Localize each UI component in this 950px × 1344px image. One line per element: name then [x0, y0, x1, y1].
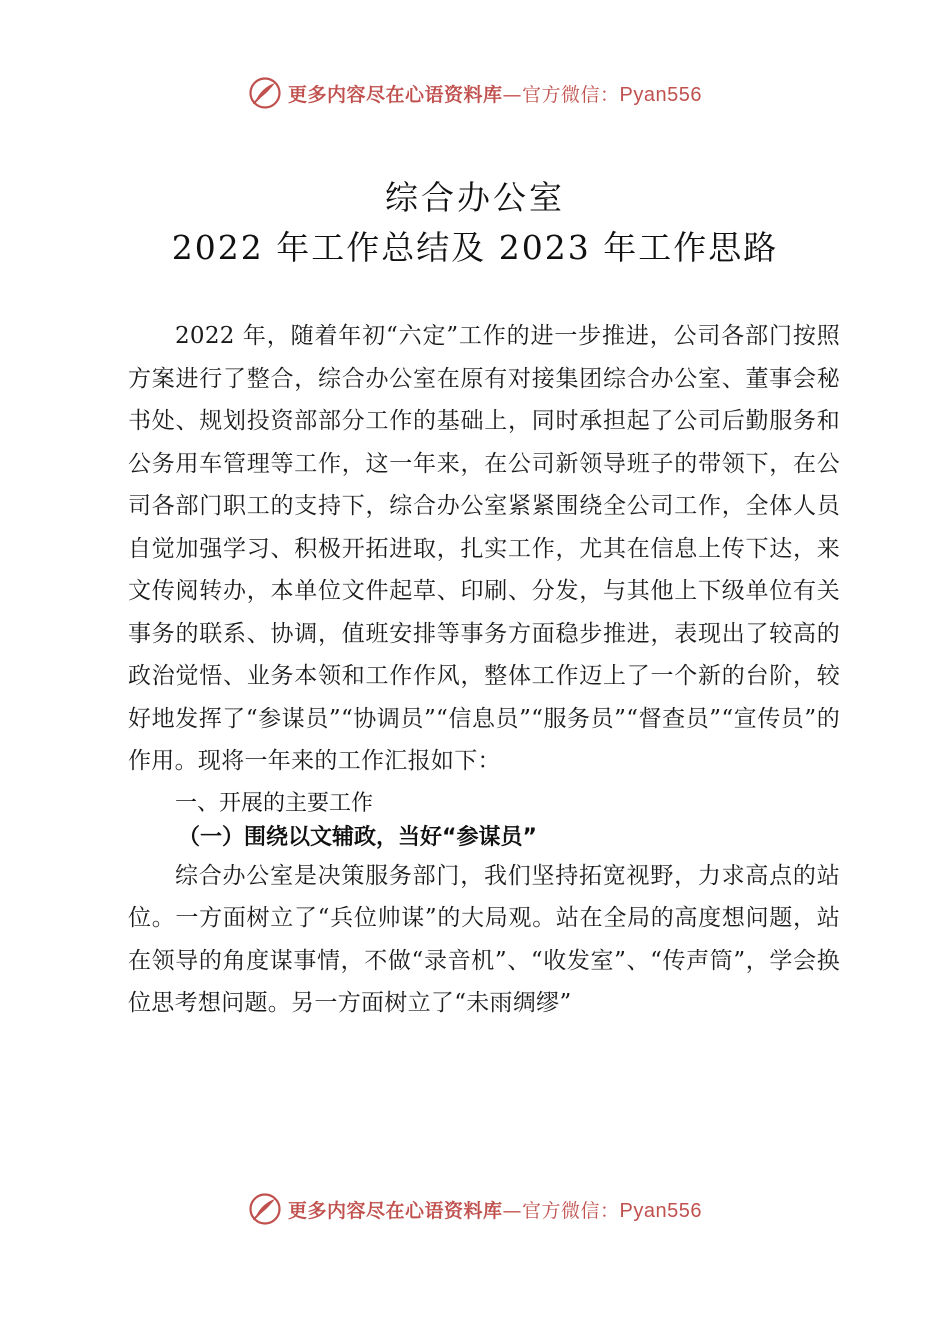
quill-pen-logo-icon [248, 76, 282, 110]
subsection-heading: （一）围绕以文辅政，当好“参谋员” [178, 824, 537, 850]
watermark-wechat-label: 官方微信： [522, 1199, 620, 1222]
header-watermark-banner [0, 71, 950, 115]
watermark-site-name: 更多内容尽在心语资料库 [288, 1199, 503, 1222]
subsection-paragraph: 综合办公室是决策服务部门，我们坚持拓宽视野，力求高点的站位。一方面树立了“兵位帅谋”的大局观。站在全局的高度想问题，站在领导的角度谋事情，不做“录音机”、“收发室”、“传声筒”，学会换位思考想问题。另一方面树立了“未雨绸缪” [128, 862, 840, 1016]
intro-paragraph: 2022 年，随着年初“六定”工作的进一步推进，公司各部门按照方案进行了整合，综合办公室在原有对接集团综合办公室、董事会秘书处、规划投资部部分工作的基础上，同时承担起了公司后勤服务和公务用车管理等工作，这一年来，在公司新领导班子的带领下，在公司各部门职工的支持下，综合办公室紧紧围绕全公司工作，全体人员自觉加强学习、积极开拓进取，扎实工作，尤其在信息上传下达，来文传阅转办，本单位文件起草、印刷、分发，与其他上下级单位有关事务的联系、协调，值班安排等事务方面稳步推进，表现出了较高的政治觉悟、业务本领和工作作风，整体工作迈上了一个新的台阶，较好地发挥了“参谋员”“协调员”“信息员”“服务员”“督查员”“宣传员”的作用。现将一年来的工作汇报如下： [128, 323, 840, 774]
watermark-text [288, 80, 702, 107]
watermark-dash: — [502, 1199, 523, 1222]
document-title-line2: 2022 年工作总结及 2023 年工作思路 [171, 228, 779, 267]
watermark-text [288, 1196, 702, 1223]
watermark-wechat-label: 官方微信： [522, 83, 620, 106]
section-heading: 一、开展的主要工作 [175, 790, 374, 816]
footer-watermark-banner [0, 1187, 950, 1231]
document-title-line1: 综合办公室 [385, 178, 565, 217]
document-body [128, 315, 840, 1025]
watermark-dash: — [502, 83, 523, 106]
quill-pen-logo-icon [248, 1192, 282, 1226]
watermark-wechat-id: Pyan556 [619, 83, 702, 106]
watermark-wechat-id: Pyan556 [619, 1199, 702, 1222]
watermark-site-name: 更多内容尽在心语资料库 [288, 83, 503, 106]
